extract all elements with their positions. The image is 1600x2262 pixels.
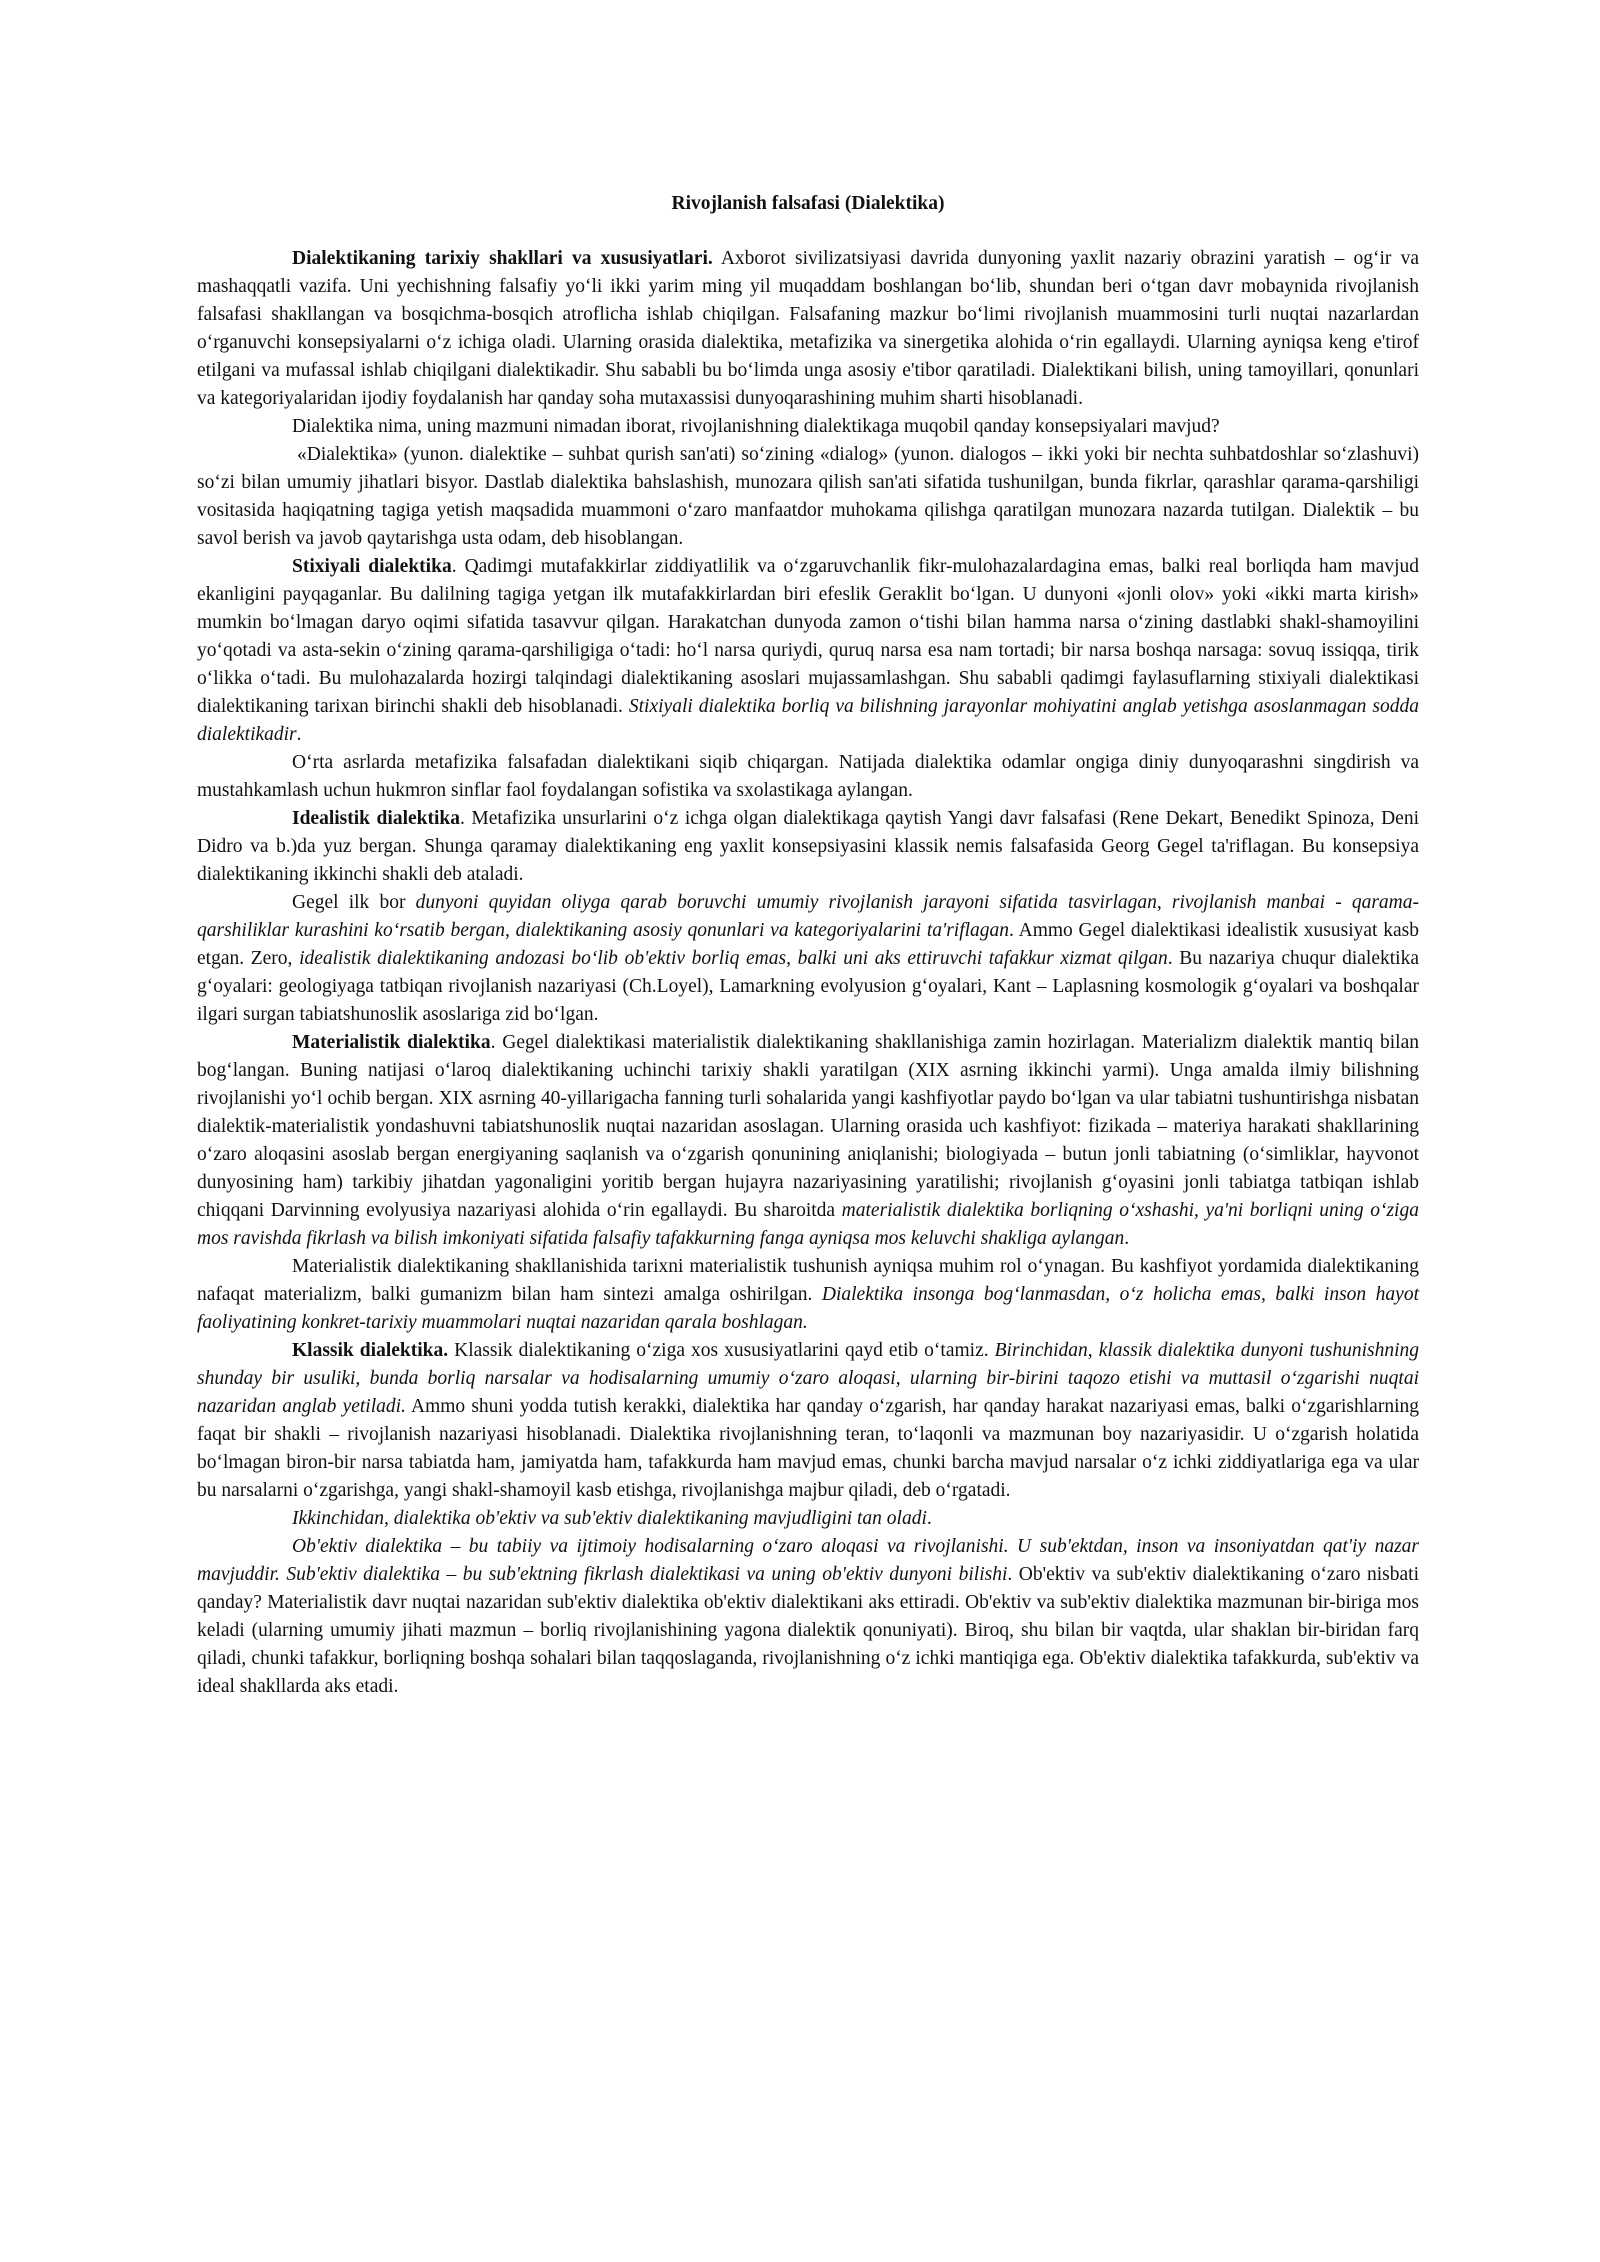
paragraph [197,749,1419,805]
text-run: Dialektika nima, uning mazmuni nimadan iborat, rivojlanishning dialektikaga muqobil qanday konsepsiyalari mavjud? [292,416,1220,437]
bold-heading-run: Idealistik dialektika [292,808,460,829]
italic-run: dunyoni quyidan oliyga qarab boruvchi umumiy rivojlanish jarayoni sifatida tasvirlagan, rivojlanish manbai - qarama-qarshiliklar kurashini koʻrsatib bergan, dialektikaning asosiy qonunlari va kategoriyalarini ta'riflagan [197,892,1420,941]
paragraph [197,1505,1419,1533]
text-run: . [1124,1228,1130,1249]
bold-heading-run: Klassik dialektika. [292,1340,449,1361]
italic-run: Dialektika insonga bogʻlanmasdan, oʻz holicha emas, balki inson hayot faoliyatining konkret-tarixiy muammolari nuqtai nazaridan qarala boshlagan. [197,1284,1419,1333]
paragraph [197,1337,1419,1505]
text-run: . Ob'ektiv va sub'ektiv dialektikaning oʻzaro nisbati qanday? Materialistik davr nuqtai nazaridan sub'ektiv dialektika ob'ektiv dialektikani aks ettiradi. Ob'ektiv va sub'ektiv dialektika mazmunan bir-biriga mos keladi (ularning umumiy jihati mazmun – borliq rivojlanishining yagona dialektik qonuniyati). Biroq, shu bilan bir vaqtda, ular shaklan bir-biridan farq qiladi, chunki tafakkur, borliqning boshqa sohalari bilan taqqoslaganda, rivojlanishning oʻz ichki mantiqiga ega. Ob'ektiv dialektika tafakkurda, sub'ektiv va ideal shakllarda aks etadi. [197,1564,1419,1697]
paragraph [197,805,1419,889]
italic-run: Ikkinchidan, dialektika ob'ektiv va sub'ektiv dialektikaning mavjudligini tan oladi [292,1508,927,1529]
text-run: Oʻrta asrlarda metafizika falsafadan dialektikani siqib chiqargan. Natijada dialektika odamlar ongiga diniy dunyoqarashni singdirish va mustahkamlash uchun hukmron sinflar faol foydalangan sofistika va sxolastikaga aylangan. [197,752,1419,801]
document-body [197,245,1419,1701]
italic-run: Ob'ektiv dialektika – bu tabiiy va ijtimoiy hodisalarning oʻzaro aloqasi va rivojlanishi. U sub'ektdan, inson va insoniyatdan qat'iy nazar mavjuddir. Sub'ektiv dialektika – bu sub'ektning fikrlash dialektikasi va uning ob'ektiv dunyoni bilishi [197,1536,1419,1585]
bold-heading-run: Dialektikaning tarixiy shakllari va xususiyatlari. [292,248,713,269]
paragraph [197,413,1419,441]
text-run: . Metafizika unsurlarini oʻz ichga olgan dialektikaga qaytish Yangi davr falsafasi (Rene Dekart, Benedikt Spinoza, Deni Didro va b.)da yuz bergan. Shunga qaramay dialektikaning eng yaxlit konsepsiyasini klassik nemis falsafasida Georg Gegel ta'riflagan. Bu konsepsiya dialektikaning ikkinchi shakli deb ataladi. [197,808,1419,885]
text-run: Axborot sivilizatsiyasi davrida dunyoning yaxlit nazariy obrazini yaratish – ogʻir va mashaqqatli vazifa. Uni yechishning falsafiy yoʻli ikki yarim ming yil muqaddam boshlangan boʻlib, shundan beri oʻtgan davr mobaynida rivojlanish falsafasi shakllangan va bosqichma-bosqich atroflicha ishlab chiqilgan. Falsafaning mazkur boʻlimi rivojlanish muammosini turli nuqtai nazarlardan oʻrganuvchi konsepsiyalarni oʻz ichiga oladi. Ularning orasida dialektika, metafizika va sinergetika alohida oʻrin egallaydi. Ularning ayniqsa keng e'tirof etilgani va mufassal ishlab chiqilgani dialektikadir. Shu sababli bu boʻlimda unga asosiy e'tibor qaratiladi. Dialektikani bilish, uning tamoyillari, qonunlari va kategoriyalaridan ijodiy foydalanish har qanday soha mutaxassisi dunyoqarashining muhim sharti hisoblanadi. [197,248,1419,409]
text-run: . Ammo Gegel dialektikasi idealistik xususiyat kasb etgan. Zero, [197,920,1419,969]
italic-run: idealistik dialektikaning andozasi boʻlib ob'ektiv borliq emas, balki uni aks ettiruvchi tafakkur xizmat qilgan [299,948,1168,969]
paragraph [197,553,1419,749]
paragraph [197,245,1419,413]
paragraph [197,1533,1419,1701]
text-run: . Qadimgi mutafakkirlar ziddiyatlilik va oʻzgaruvchanlik fikr-mulohazalardagina emas, balki real borliqda ham mavjud ekanligini payqaganlar. Bu dalilning tagiga yetgan ilk mutafakkirlardan biri efeslik Geraklit boʻlgan. U dunyoni «jonli olov» yoki «ikki marta kirish» mumkin boʻlmagan daryo oqimi sifatida tasavvur qilgan. Harakatchan dunyoda zamon oʻtishi bilan hamma narsa oʻzining dastlabki shakl-shamoyilini yoʻqotadi va asta-sekin oʻzining qarama-qarshiligiga oʻtadi: hoʻl narsa quriydi, quruq narsa esa nam tortadi; bir narsa boshqa narsaga: sovuq issiqqa, tirik oʻlikka oʻtadi. Bu mulohazalarda hozirgi talqindagi dialektikaning asoslari mujassamlashgan. Shu sababli qadimgi faylasuflarning stixiyali dialektikasi dialektikaning tarixan birinchi shakli deb hisoblanadi. [197,556,1419,717]
italic-run: materialistik dialektika borliqning oʻxshashi, ya'ni borliqni uning oʻziga mos ravishda fikrlash va bilish imkoniyati sifatida falsafiy tafakkurning fanga ayniqsa mos keluvchi shakliga aylangan [197,1200,1419,1249]
bold-heading-run: Materialistik dialektika [292,1032,491,1053]
text-run: «Dialektika» (yunon. dialektike – suhbat qurish san'ati) soʻzining «dialog» (yunon. dialogos – ikki yoki bir nechta suhbatdoshlar soʻzlashuvi) soʻzi bilan umumiy jihatlari bisyor. Dastlab dialektika bahslashish, munozara qilish san'ati sifatida tushunilgan, bunda fikrlar, qarashlar qarama-qarshiligi vositasida haqiqatning tagiga yetish maqsadida muammoni oʻzaro manfaatdor muhokama qilishga qaratilgan munozara nazarda tutilgan. Dialektik – bu savol berish va javob qaytarishga usta odam, deb hisoblangan. [197,444,1419,549]
paragraph [197,441,1419,553]
paragraph [197,1253,1419,1337]
text-run: Materialistik dialektikaning shakllanishida tarixni materialistik tushunish ayniqsa muhim rol oʻynagan. Bu kashfiyot yordamida dialektikaning nafaqat materializm, balki gumanizm bilan ham sintezi amalga oshirilgan. [197,1256,1419,1305]
document-page [197,190,1419,1701]
paragraph [197,889,1419,1029]
text-run: Ammo shuni yodda tutish kerakki, dialektika har qanday oʻzgarish, har qanday harakat nazariyasi emas, balki oʻzgarishlarning faqat bir shakli – rivojlanish nazariyasi hisoblanadi. Dialektika rivojlanishning teran, toʻlaqonli va mazmunan boy nazariyasidir. U oʻzgarish holatida boʻlmagan biron-bir narsa tabiatda ham, jamiyatda ham, tafakkurda ham mavjud emas, chunki barcha mavjud narsalar oʻz ichki ziddiyatlariga ega va ular bu narsalarni oʻzgarishga, yangi shakl-shamoyil kasb etishga, rivojlanishga majbur qiladi, deb oʻrgatadi. [197,1396,1419,1501]
text-run: Klassik dialektikaning oʻziga xos xususiyatlarini qayd etib oʻtamiz. [448,1340,995,1361]
paragraph [197,1029,1419,1253]
text-run: Gegel ilk bor [292,892,416,913]
bold-heading-run: Stixiyali dialektika [292,556,452,577]
text-run: . [296,724,302,745]
text-run: . Bu nazariya chuqur dialektika gʻoyalari: geologiyaga tatbiqan rivojlanish nazariyasi (Ch.Loyel), Lamarkning evolyusion gʻoyalari, Kant – Laplasning kosmologik gʻoyalari va boshqalar ilgari surgan tabiatshunoslik asoslariga zid boʻlgan. [197,948,1419,1025]
text-run: . Gegel dialektikasi materialistik dialektikaning shakllanishiga zamin hozirlagan. Materializm dialektik mantiq bilan bogʻlangan. Buning natijasi oʻlaroq dialektikaning uchinchi tarixiy shakli yaratilgan (XIX asrning ikkinchi yarmi). Unga amalda ilmiy bilishning rivojlanishi yoʻl ochib bergan. XIX asrning 40-yillarigacha fanning turli sohalarida yangi kashfiyotlar paydo boʻlgan va ular tabiatni tushuntirishga nisbatan dialektik-materialistik yondashuvni tabiatshunoslik nuqtai nazaridan asoslagan. Ularning orasida uch kashfiyot: fizikada – materiya harakati shakllarining oʻzaro aloqasini asoslab bergan energiyaning saqlanish va oʻzgarish qonunining aniqlanishi; biologiyada – butun jonli tabiatning (oʻsimliklar, hayvonot dunyosining ham) tarkibiy jihatdan yagonaligini yoritib bergan hujayra nazariyasining yaratilishi; rivojlanish gʻoyasini jonli tabiatga tatbiqan ishlab chiqqani Darvinning evolyusiya nazariyasi alohida oʻrin egallaydi. Bu sharoitda [197,1032,1420,1221]
text-run: . [926,1508,932,1529]
italic-run: Birinchidan, klassik dialektika dunyoni tushunishning shunday bir usuliki, bunda borliq narsalar va hodisalarning umumiy oʻzaro aloqasi, ularning bir-birini taqozo etishi va muttasil oʻzgarishi nuqtai nazaridan anglab yetiladi. [197,1340,1419,1417]
italic-run: Stixiyali dialektika borliq va bilishning jarayonlar mohiyatini anglab yetishga asoslanmagan sodda dialektikadir [197,696,1420,745]
document-title: Rivojlanish falsafasi (Dialektika) [671,193,945,214]
